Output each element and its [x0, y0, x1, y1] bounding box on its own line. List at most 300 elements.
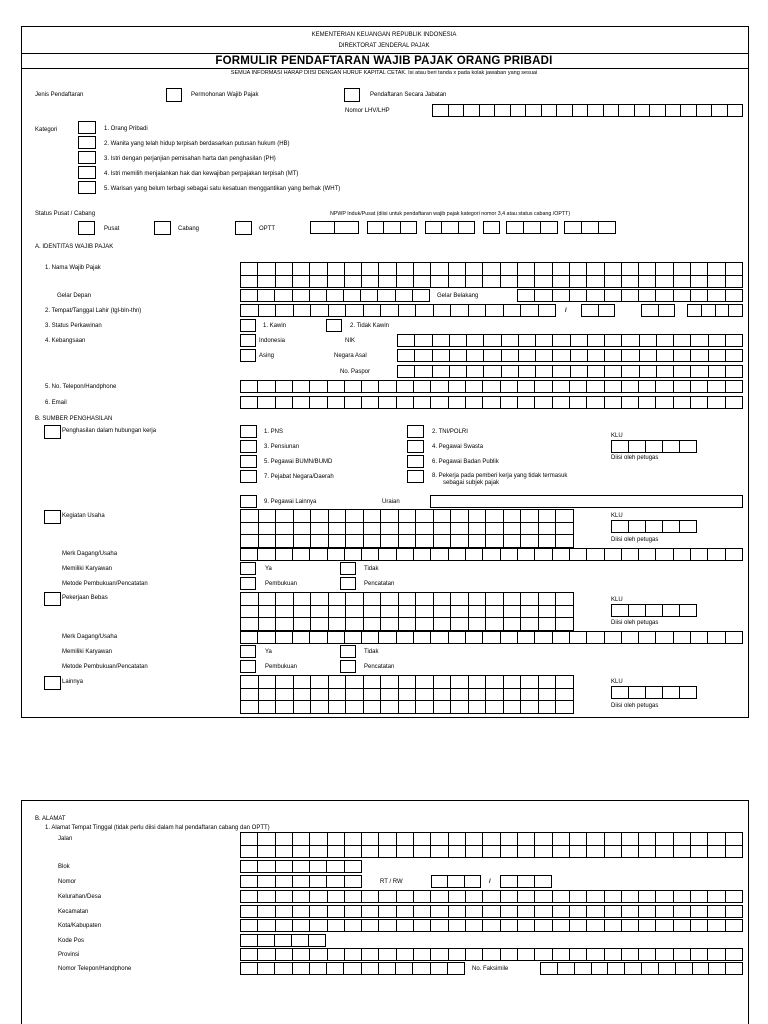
- grid-cell[interactable]: [674, 335, 691, 347]
- grid-cell[interactable]: [241, 305, 259, 317]
- grid-cell[interactable]: [553, 290, 570, 302]
- grid-cell[interactable]: [570, 276, 587, 289]
- grid-cell[interactable]: [501, 949, 518, 961]
- grid-cell[interactable]: [345, 833, 362, 846]
- grid-cell[interactable]: [708, 632, 725, 644]
- kecamatan-grid[interactable]: [240, 905, 743, 918]
- grid-cell[interactable]: [535, 891, 552, 903]
- grid-cell[interactable]: [397, 632, 414, 644]
- grid-cell[interactable]: [294, 593, 312, 606]
- klu-grid-2[interactable]: [611, 520, 697, 533]
- pusat-checkbox[interactable]: [78, 221, 95, 235]
- grid-cell[interactable]: [433, 105, 449, 117]
- grid-cell[interactable]: [501, 846, 518, 859]
- grid-cell[interactable]: [708, 549, 725, 561]
- grid-cell[interactable]: [449, 920, 466, 932]
- grid-cell[interactable]: [726, 350, 743, 362]
- nomor-grid[interactable]: [240, 875, 362, 888]
- grid-cell[interactable]: [553, 891, 570, 903]
- grid-cell[interactable]: [241, 263, 258, 276]
- grid-cell[interactable]: [241, 963, 258, 975]
- grid-cell[interactable]: [605, 366, 622, 378]
- grid-cell[interactable]: [327, 290, 344, 302]
- grid-cell[interactable]: [688, 305, 702, 317]
- grid-cell[interactable]: [362, 833, 379, 846]
- grid-cell[interactable]: [346, 676, 364, 689]
- grid-cell[interactable]: [416, 701, 434, 714]
- grid-cell[interactable]: [381, 606, 399, 619]
- grid-cell[interactable]: [486, 689, 504, 702]
- grid-cell[interactable]: [362, 381, 379, 393]
- grid-cell[interactable]: [258, 876, 275, 888]
- grid-cell[interactable]: [442, 222, 458, 234]
- grid-cell[interactable]: [294, 676, 312, 689]
- grid-cell[interactable]: [449, 833, 466, 846]
- grid-cell[interactable]: [708, 920, 725, 932]
- grid-cell[interactable]: [276, 701, 294, 714]
- grid-cell[interactable]: [708, 276, 725, 289]
- grid-cell[interactable]: [292, 935, 309, 947]
- grid-cell[interactable]: [459, 222, 475, 234]
- grid-cell[interactable]: [431, 846, 448, 859]
- grid-cell[interactable]: [415, 366, 432, 378]
- grid-cell[interactable]: [708, 397, 725, 409]
- grid-cell[interactable]: [501, 891, 518, 903]
- grid-cell[interactable]: [434, 305, 452, 317]
- asing-checkbox[interactable]: [240, 349, 256, 362]
- grid-cell[interactable]: [726, 920, 743, 932]
- grid-cell[interactable]: [729, 305, 743, 317]
- jalan-grid[interactable]: [240, 832, 743, 858]
- pns-checkbox[interactable]: [240, 425, 257, 438]
- grid-cell[interactable]: [622, 549, 639, 561]
- grid-cell[interactable]: [518, 906, 535, 918]
- grid-cell[interactable]: [311, 606, 329, 619]
- grid-cell[interactable]: [726, 335, 743, 347]
- grid-cell[interactable]: [480, 105, 496, 117]
- grid-cell[interactable]: [276, 833, 293, 846]
- npwp-grid-4[interactable]: [483, 221, 500, 234]
- grid-cell[interactable]: [381, 510, 399, 523]
- grid-cell[interactable]: [656, 891, 673, 903]
- grid-cell[interactable]: [364, 618, 382, 631]
- email-grid[interactable]: [240, 396, 743, 409]
- grid-cell[interactable]: [362, 549, 379, 561]
- grid-cell[interactable]: [663, 687, 680, 699]
- grid-cell[interactable]: [448, 876, 464, 888]
- kelurahan-grid[interactable]: [240, 890, 743, 903]
- grid-cell[interactable]: [328, 920, 345, 932]
- grid-cell[interactable]: [486, 305, 504, 317]
- grid-cell[interactable]: [495, 105, 511, 117]
- grid-cell[interactable]: [507, 222, 524, 234]
- grid-cell[interactable]: [344, 290, 361, 302]
- grid-cell[interactable]: [605, 350, 622, 362]
- grid-cell[interactable]: [588, 366, 605, 378]
- grid-cell[interactable]: [293, 949, 310, 961]
- grid-cell[interactable]: [379, 906, 396, 918]
- grid-cell[interactable]: [344, 963, 361, 975]
- uraian-input[interactable]: [430, 495, 743, 508]
- grid-cell[interactable]: [656, 549, 673, 561]
- grid-cell[interactable]: [399, 618, 417, 631]
- grid-cell[interactable]: [535, 290, 552, 302]
- grid-cell[interactable]: [622, 397, 639, 409]
- grid-cell[interactable]: [605, 632, 622, 644]
- grid-cell[interactable]: [379, 949, 396, 961]
- npwp-grid-2[interactable]: [367, 221, 417, 234]
- grid-cell[interactable]: [276, 397, 293, 409]
- grid-cell[interactable]: [587, 949, 604, 961]
- grid-cell[interactable]: [483, 833, 500, 846]
- grid-cell[interactable]: [467, 366, 484, 378]
- grid-cell[interactable]: [466, 381, 483, 393]
- grid-cell[interactable]: [469, 606, 487, 619]
- grid-cell[interactable]: [642, 305, 659, 317]
- grid-cell[interactable]: [504, 305, 522, 317]
- grid-cell[interactable]: [329, 676, 347, 689]
- pencatatan-checkbox-1[interactable]: [340, 577, 356, 590]
- grid-cell[interactable]: [542, 105, 558, 117]
- grid-cell[interactable]: [726, 397, 743, 409]
- grid-cell[interactable]: [431, 381, 448, 393]
- grid-cell[interactable]: [521, 593, 539, 606]
- grid-cell[interactable]: [364, 305, 382, 317]
- grid-cell[interactable]: [536, 335, 553, 347]
- grid-cell[interactable]: [258, 920, 275, 932]
- grid-cell[interactable]: [504, 535, 522, 548]
- grid-cell[interactable]: [362, 920, 379, 932]
- grid-cell[interactable]: [519, 350, 536, 362]
- grid-cell[interactable]: [501, 876, 518, 888]
- grid-cell[interactable]: [676, 963, 693, 975]
- grid-cell[interactable]: [368, 222, 384, 234]
- grid-cell[interactable]: [646, 605, 663, 617]
- grid-cell[interactable]: [501, 276, 518, 289]
- grid-cell[interactable]: [486, 701, 504, 714]
- grid-cell[interactable]: [413, 963, 430, 975]
- grid-cell[interactable]: [396, 963, 413, 975]
- grid-cell[interactable]: [483, 549, 500, 561]
- grid-cell[interactable]: [483, 276, 500, 289]
- grid-cell[interactable]: [241, 701, 259, 714]
- grid-cell[interactable]: [518, 920, 535, 932]
- grid-cell[interactable]: [587, 846, 604, 859]
- grid-cell[interactable]: [539, 701, 557, 714]
- grid-cell[interactable]: [709, 350, 726, 362]
- grid-cell[interactable]: [310, 549, 327, 561]
- grid-cell[interactable]: [605, 263, 622, 276]
- grid-cell[interactable]: [329, 535, 347, 548]
- grid-cell[interactable]: [416, 523, 434, 536]
- grid-cell[interactable]: [381, 523, 399, 536]
- grid-cell[interactable]: [674, 350, 691, 362]
- grid-cell[interactable]: [622, 335, 639, 347]
- grid-cell[interactable]: [310, 381, 327, 393]
- grid-cell[interactable]: [414, 397, 431, 409]
- grid-cell[interactable]: [712, 105, 728, 117]
- negara-asal-grid[interactable]: [397, 349, 743, 362]
- karyawan-ya-checkbox-1[interactable]: [240, 562, 256, 575]
- grid-cell[interactable]: [241, 920, 258, 932]
- grid-cell[interactable]: [345, 846, 362, 859]
- grid-cell[interactable]: [553, 366, 570, 378]
- grid-cell[interactable]: [414, 891, 431, 903]
- grid-cell[interactable]: [466, 397, 483, 409]
- grid-cell[interactable]: [483, 891, 500, 903]
- grid-cell[interactable]: [258, 276, 275, 289]
- grid-cell[interactable]: [328, 263, 345, 276]
- grid-cell[interactable]: [469, 305, 487, 317]
- grid-cell[interactable]: [539, 305, 557, 317]
- grid-cell[interactable]: [416, 593, 434, 606]
- grid-cell[interactable]: [433, 366, 450, 378]
- faksimile-grid[interactable]: [540, 962, 743, 975]
- grid-cell[interactable]: [646, 521, 663, 533]
- grid-cell[interactable]: [553, 335, 570, 347]
- grid-cell[interactable]: [414, 263, 431, 276]
- grid-cell[interactable]: [635, 105, 651, 117]
- grid-cell[interactable]: [276, 593, 294, 606]
- grid-cell[interactable]: [451, 618, 469, 631]
- grid-cell[interactable]: [399, 606, 417, 619]
- grid-cell[interactable]: [293, 397, 310, 409]
- grid-cell[interactable]: [484, 335, 501, 347]
- grid-cell[interactable]: [329, 701, 347, 714]
- grid-cell[interactable]: [504, 618, 522, 631]
- grid-cell[interactable]: [553, 846, 570, 859]
- grid-cell[interactable]: [346, 701, 364, 714]
- grid-cell[interactable]: [362, 263, 379, 276]
- grid-cell[interactable]: [434, 510, 452, 523]
- grid-cell[interactable]: [663, 605, 680, 617]
- grid-cell[interactable]: [451, 676, 469, 689]
- grid-cell[interactable]: [327, 861, 344, 873]
- paspor-grid[interactable]: [397, 365, 743, 378]
- grid-cell[interactable]: [259, 510, 277, 523]
- grid-cell[interactable]: [536, 350, 553, 362]
- grid-cell[interactable]: [674, 891, 691, 903]
- grid-cell[interactable]: [346, 689, 364, 702]
- grid-cell[interactable]: [258, 397, 275, 409]
- grid-cell[interactable]: [605, 891, 622, 903]
- grid-cell[interactable]: [501, 833, 518, 846]
- grid-cell[interactable]: [345, 891, 362, 903]
- grid-cell[interactable]: [241, 846, 258, 859]
- grid-cell[interactable]: [345, 920, 362, 932]
- grid-cell[interactable]: [259, 676, 277, 689]
- grid-cell[interactable]: [708, 949, 725, 961]
- nama-grid[interactable]: [240, 262, 743, 288]
- grid-cell[interactable]: [345, 876, 362, 888]
- grid-cell[interactable]: [397, 891, 414, 903]
- grid-cell[interactable]: [329, 618, 347, 631]
- grid-cell[interactable]: [259, 593, 277, 606]
- grid-cell[interactable]: [397, 397, 414, 409]
- grid-cell[interactable]: [484, 366, 501, 378]
- grid-cell[interactable]: [640, 335, 657, 347]
- grid-cell[interactable]: [309, 935, 326, 947]
- grid-cell[interactable]: [640, 350, 657, 362]
- gelar-belakang-grid[interactable]: [517, 289, 743, 302]
- grid-cell[interactable]: [556, 606, 574, 619]
- kawin-checkbox[interactable]: [240, 319, 256, 332]
- grid-cell[interactable]: [588, 335, 605, 347]
- grid-cell[interactable]: [693, 963, 710, 975]
- swasta-checkbox[interactable]: [407, 440, 424, 453]
- grid-cell[interactable]: [345, 397, 362, 409]
- grid-cell[interactable]: [328, 891, 345, 903]
- grid-cell[interactable]: [535, 906, 552, 918]
- grid-cell[interactable]: [674, 381, 691, 393]
- kota-grid[interactable]: [240, 919, 743, 932]
- grid-cell[interactable]: [656, 846, 673, 859]
- npwp-grid-6[interactable]: [564, 221, 616, 234]
- grid-cell[interactable]: [663, 441, 680, 453]
- grid-cell[interactable]: [708, 891, 725, 903]
- grid-cell[interactable]: [504, 593, 522, 606]
- grid-cell[interactable]: [241, 689, 259, 702]
- grid-cell[interactable]: [466, 549, 483, 561]
- grid-cell[interactable]: [571, 350, 588, 362]
- grid-cell[interactable]: [622, 833, 639, 846]
- grid-cell[interactable]: [691, 833, 708, 846]
- grid-cell[interactable]: [293, 290, 310, 302]
- grid-cell[interactable]: [381, 676, 399, 689]
- grid-cell[interactable]: [539, 606, 557, 619]
- grid-cell[interactable]: [605, 381, 622, 393]
- grid-cell[interactable]: [524, 222, 541, 234]
- karyawan-ya-checkbox-2[interactable]: [240, 645, 256, 658]
- grid-cell[interactable]: [466, 920, 483, 932]
- grid-cell[interactable]: [639, 263, 656, 276]
- grid-cell[interactable]: [622, 290, 639, 302]
- karyawan-tidak-checkbox-1[interactable]: [340, 562, 356, 575]
- grid-cell[interactable]: [674, 549, 691, 561]
- grid-cell[interactable]: [587, 891, 604, 903]
- grid-cell[interactable]: [681, 105, 697, 117]
- tahun-grid[interactable]: [687, 304, 743, 317]
- grid-cell[interactable]: [311, 593, 329, 606]
- grid-cell[interactable]: [310, 861, 327, 873]
- grid-cell[interactable]: [431, 906, 448, 918]
- grid-cell[interactable]: [241, 606, 259, 619]
- grid-cell[interactable]: [535, 632, 552, 644]
- grid-cell[interactable]: [691, 632, 708, 644]
- grid-cell[interactable]: [416, 618, 434, 631]
- grid-cell[interactable]: [657, 366, 674, 378]
- grid-cell[interactable]: [504, 701, 522, 714]
- grid-cell[interactable]: [691, 381, 708, 393]
- grid-cell[interactable]: [483, 846, 500, 859]
- grid-cell[interactable]: [535, 846, 552, 859]
- grid-cell[interactable]: [656, 276, 673, 289]
- grid-cell[interactable]: [716, 305, 730, 317]
- grid-cell[interactable]: [605, 920, 622, 932]
- grid-cell[interactable]: [587, 263, 604, 276]
- grid-cell[interactable]: [364, 535, 382, 548]
- grid-cell[interactable]: [541, 963, 558, 975]
- grid-cell[interactable]: [518, 632, 535, 644]
- grid-cell[interactable]: [708, 846, 725, 859]
- grid-cell[interactable]: [399, 593, 417, 606]
- grid-cell[interactable]: [434, 689, 452, 702]
- kategori-2-checkbox[interactable]: [78, 136, 96, 149]
- grid-cell[interactable]: [241, 632, 258, 644]
- grid-cell[interactable]: [582, 305, 599, 317]
- grid-cell[interactable]: [294, 701, 312, 714]
- grid-cell[interactable]: [451, 689, 469, 702]
- grid-cell[interactable]: [599, 222, 616, 234]
- grid-cell[interactable]: [556, 523, 574, 536]
- grid-cell[interactable]: [379, 963, 396, 975]
- grid-cell[interactable]: [539, 593, 557, 606]
- grid-cell[interactable]: [726, 381, 743, 393]
- grid-cell[interactable]: [329, 593, 347, 606]
- grid-cell[interactable]: [449, 891, 466, 903]
- grid-cell[interactable]: [587, 276, 604, 289]
- npwp-grid-1[interactable]: [310, 221, 359, 234]
- grid-cell[interactable]: [397, 833, 414, 846]
- grid-cell[interactable]: [708, 906, 725, 918]
- grid-cell[interactable]: [605, 335, 622, 347]
- grid-cell[interactable]: [708, 381, 725, 393]
- grid-cell[interactable]: [276, 549, 293, 561]
- grid-cell[interactable]: [650, 105, 666, 117]
- grid-cell[interactable]: [640, 366, 657, 378]
- grid-cell[interactable]: [726, 833, 743, 846]
- grid-cell[interactable]: [639, 549, 656, 561]
- grid-cell[interactable]: [449, 846, 466, 859]
- grid-cell[interactable]: [501, 632, 518, 644]
- grid-cell[interactable]: [519, 366, 536, 378]
- grid-cell[interactable]: [431, 891, 448, 903]
- grid-cell[interactable]: [258, 963, 275, 975]
- grid-cell[interactable]: [449, 906, 466, 918]
- grid-cell[interactable]: [328, 846, 345, 859]
- grid-cell[interactable]: [345, 276, 362, 289]
- grid-cell[interactable]: [397, 276, 414, 289]
- grid-cell[interactable]: [486, 618, 504, 631]
- grid-cell[interactable]: [310, 846, 327, 859]
- pembukuan-checkbox-1[interactable]: [240, 577, 256, 590]
- grid-cell[interactable]: [398, 335, 415, 347]
- grid-cell[interactable]: [241, 290, 258, 302]
- grid-cell[interactable]: [553, 632, 570, 644]
- grid-cell[interactable]: [310, 397, 327, 409]
- grid-cell[interactable]: [293, 263, 310, 276]
- grid-cell[interactable]: [726, 632, 743, 644]
- grid-cell[interactable]: [697, 105, 713, 117]
- grid-cell[interactable]: [504, 606, 522, 619]
- grid-cell[interactable]: [629, 521, 646, 533]
- grid-cell[interactable]: [416, 535, 434, 548]
- grid-cell[interactable]: [587, 397, 604, 409]
- grid-cell[interactable]: [381, 689, 399, 702]
- grid-cell[interactable]: [241, 935, 258, 947]
- nomor-lhv-grid[interactable]: [432, 104, 743, 117]
- grid-cell[interactable]: [639, 846, 656, 859]
- grid-cell[interactable]: [622, 846, 639, 859]
- grid-cell[interactable]: [259, 618, 277, 631]
- grid-cell[interactable]: [379, 833, 396, 846]
- grid-cell[interactable]: [556, 510, 574, 523]
- grid-cell[interactable]: [415, 335, 432, 347]
- grid-cell[interactable]: [536, 366, 553, 378]
- klu-grid-3[interactable]: [611, 604, 697, 617]
- grid-cell[interactable]: [502, 366, 519, 378]
- grid-cell[interactable]: [294, 523, 312, 536]
